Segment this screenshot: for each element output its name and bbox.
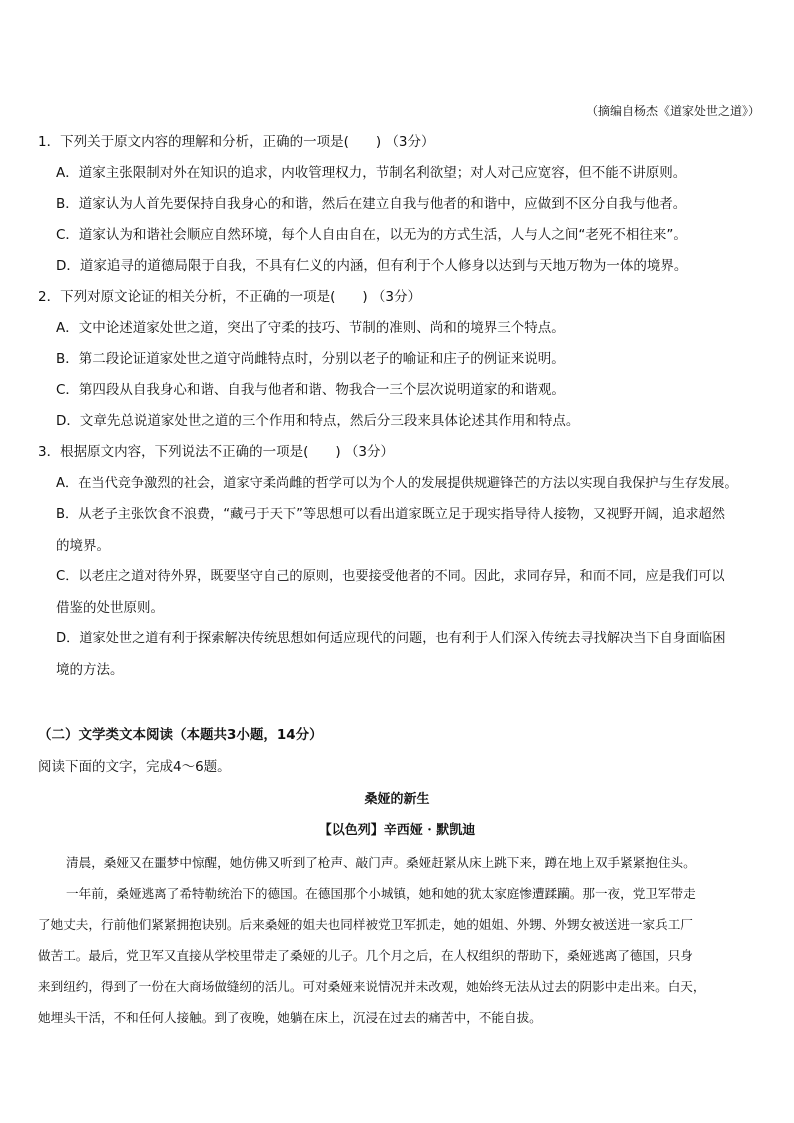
question-2-option-b: B．第二段论证道家处世之道守尚雌特点时，分别以老子的喻证和庄子的例证来说明。	[56, 351, 565, 367]
question-3-option-d: D．道家处世之道有利于探索解决传统思想如何适应现代的问题，也有利于人们深入传统去寻找解决当下自身面临困	[56, 631, 726, 646]
question-1-option-c: C．道家认为和谐社会顺应自然环境，每个人自由自在，以无为的方式生活，人与人之间“老死不相往来”。	[56, 227, 687, 243]
question-3-option-b-cont: 的境界。	[56, 538, 110, 554]
question-2-option-d: D．文章先总说道家处世之道的三个作用和特点，然后分三段来具体论述其作用和特点。	[56, 413, 580, 429]
question-2-stem: 2．下列对原文论证的相关分析，不正确的一项是( ) （3分）	[38, 289, 422, 305]
story-paragraph-line-1: 清晨，桑娅又在噩梦中惊醒，她仿佛又听到了枪声、敲门声。桑娅赶紧从床上跳下来，蹲在地上双手紧紧抱住头。	[66, 855, 696, 870]
question-1-option-a: A．道家主张限制对外在知识的追求，内收管理权力，节制名利欲望；对人对己应宽容，但不能不讲原则。	[56, 165, 687, 181]
story-title: 桑娅的新生	[364, 792, 430, 807]
question-3-option-a: A．在当代竞争激烈的社会，道家守柔尚雌的哲学可以为个人的发展提供规避锋芒的方法以实现自我保护与生存发展。	[56, 476, 738, 491]
question-2-option-c: C．第四段从自我身心和谐、自我与他者和谐、物我合一三个层次说明道家的和谐观。	[56, 382, 565, 398]
story-author: 【以色列】辛西娅 · 默凯迪	[318, 823, 476, 838]
question-1-option-d: D．道家追寻的道德局限于自我，不具有仁义的内涵，但有利于个人修身以达到与天地万物为一体的境界。	[56, 258, 688, 274]
story-paragraph-line-3: 了她丈夫，行前他们紧紧拥抱诀别。后来桑娅的姐夫也同样被党卫军抓走，她的姐姐、外甥、外甥女被送进一家兵工厂	[38, 917, 693, 932]
question-1-option-b: B．道家认为人首先要保持自我身心的和谐，然后在建立自我与他者的和谐中，应做到不区分自我与他者。	[56, 196, 687, 212]
question-3-option-b: B．从老子主张饮食不浪费，“藏弓于天下”等思想可以看出道家既立足于现实指导待人接物，又视野开阔，追求超然	[56, 507, 725, 522]
question-3-option-c-cont: 借鉴的处世原则。	[56, 600, 164, 616]
section-heading: （二）文学类文本阅读（本题共3小题，14分）	[38, 727, 323, 743]
question-3-option-d-cont: 境的方法。	[56, 662, 124, 678]
question-1-stem: 1．下列关于原文内容的理解和分析，正确的一项是( ) （3分）	[38, 134, 435, 150]
story-paragraph-line-6: 她埋头干活，不和任何人接触。到了夜晚，她躺在床上，沉浸在过去的痛苦中，不能自拔。	[38, 1010, 542, 1025]
story-paragraph-line-2: 一年前，桑娅逃离了希特勒统治下的德国。在德国那个小城镇，她和她的犹太家庭惨遭蹂躏。那一夜，党卫军带走	[66, 886, 696, 901]
question-3-stem: 3．根据原文内容，下列说法不正确的一项是( ) （3分）	[38, 444, 395, 460]
source-citation: （摘编自杨杰《道家处世之道》）	[585, 104, 760, 118]
story-paragraph-line-4: 做苦工。最后，党卫军又直接从学校里带走了桑娅的儿子。几个月之后，在人权组织的帮助下，桑娅逃离了德国，只身	[38, 948, 693, 963]
story-paragraph-line-5: 来到纽约，得到了一份在大商场做缝纫的活儿。可对桑娅来说情况并未改观，她始终无法从过去的阴影中走出来。白天，	[38, 979, 706, 994]
question-2-option-a: A．文中论述道家处世之道，突出了守柔的技巧、节制的准则、尚和的境界三个特点。	[56, 320, 565, 336]
question-3-option-c: C．以老庄之道对待外界，既要坚守自己的原则，也要接受他者的不同。因此，求同存异，和而不同，应是我们可以	[56, 569, 725, 584]
section-instruction: 阅读下面的文字，完成4～6题。	[38, 759, 231, 775]
